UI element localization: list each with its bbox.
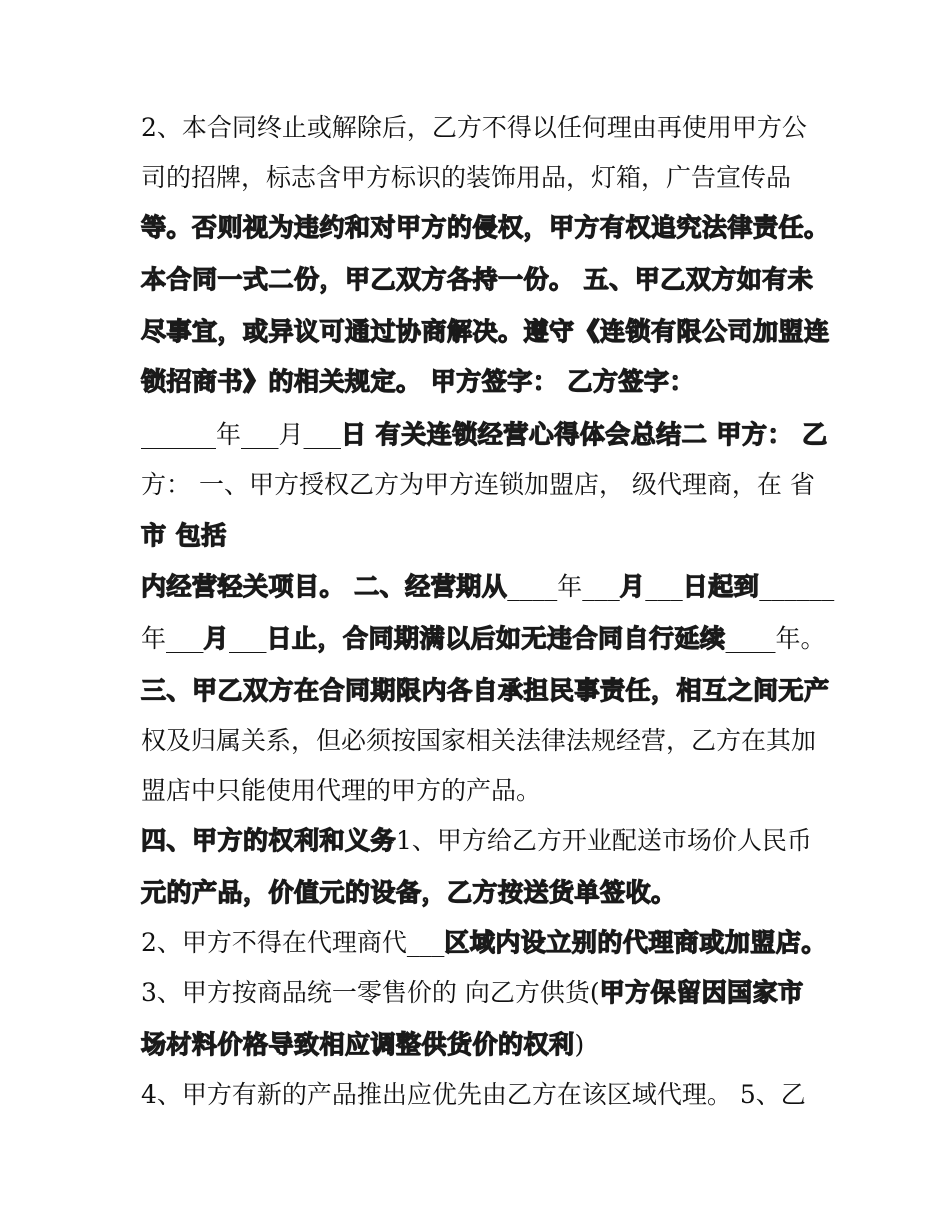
- text-line: [141, 213, 830, 243]
- text-segment: 权及归属关系，但必须按国家相关法律法规经营，乙方在其加: [141, 726, 817, 755]
- text-line: [141, 420, 828, 450]
- text-segment: ______年___月___: [141, 420, 342, 449]
- bubble-text-segment: 市 包括: [141, 521, 227, 550]
- text-segment: ______: [759, 572, 835, 601]
- text-line: [141, 163, 791, 193]
- text-segment: 司的招牌，标志含甲方标识的装饰用品，灯箱，广告宣传品: [141, 163, 792, 192]
- bubble-text-segment: 本合同一式二份，甲乙双方各持一份。 五、甲乙双方如有未: [141, 265, 814, 294]
- bubble-text-segment: 等。否则视为违约和对甲方的侵权，甲方有权追究法律责任。: [141, 213, 830, 242]
- text-line: [141, 317, 830, 347]
- text-line: [141, 1030, 584, 1060]
- text-line: [141, 978, 804, 1008]
- bubble-text-segment: 内经营轻关项目。 二、经营期从: [141, 572, 508, 601]
- bubble-text-segment: 三、甲乙双方在合同期限内各自承担民事责任，相互之间无产: [141, 676, 830, 705]
- bubble-text-segment: 日止，合同期满以后如无违合同自行延续: [266, 624, 726, 653]
- text-line: [141, 1080, 806, 1110]
- text-line: [141, 572, 834, 602]
- text-line: [141, 928, 827, 958]
- bubble-text-segment: 日起到: [682, 572, 760, 601]
- text-line: [141, 776, 541, 806]
- text-segment: 4、甲方有新的产品推出应优先由乙方在该区域代理。 5、乙: [141, 1080, 806, 1109]
- bubble-text-segment: 锁招商书》的相关规定。 甲方签字： 乙方签字：: [141, 367, 695, 396]
- text-line: [141, 521, 227, 551]
- text-segment: ____年。: [725, 624, 826, 653]
- bubble-text-segment: 尽事宜，或异议可通过协商解决。遵守《连锁有限公司加盟连: [141, 317, 830, 346]
- text-line: [141, 826, 812, 856]
- text-line: [141, 470, 815, 500]
- text-segment: 2、甲方不得在代理商代___: [141, 928, 445, 957]
- text-line: [141, 878, 677, 908]
- text-segment: 盟店中只能使用代理的甲方的产品。: [141, 776, 542, 805]
- bubble-text-segment: 月: [203, 624, 230, 653]
- bubble-text-segment: 四、甲方的权利和义务: [141, 826, 397, 855]
- bubble-text-segment: 月: [619, 572, 646, 601]
- bubble-text-segment: 场材料价格导致相应调整供货价的权利: [141, 1030, 575, 1059]
- text-segment: 1、甲方给乙方开业配送市场价人民币: [396, 826, 812, 855]
- text-segment: 年___: [141, 624, 204, 653]
- bubble-text-segment: 元的产品，价值元的设备，乙方按送货单签收。: [141, 878, 677, 907]
- text-line: [141, 367, 695, 397]
- text-line: [141, 676, 830, 706]
- text-line: [141, 624, 826, 654]
- text-segment: ____年___: [507, 572, 620, 601]
- text-line: [141, 113, 807, 143]
- text-segment: ): [574, 1030, 585, 1059]
- bubble-text-segment: 甲方保留因国家市: [599, 978, 804, 1007]
- text-segment: ___: [645, 572, 683, 601]
- text-segment: 3、甲方按商品统一零售价的 向乙方供货(: [141, 978, 600, 1007]
- text-segment: ___: [229, 624, 267, 653]
- text-line: [141, 265, 813, 295]
- bubble-text-segment: 区域内设立别的代理商或加盟店。: [444, 928, 827, 957]
- text-segment: 方： 一、甲方授权乙方为甲方连锁加盟店， 级代理商，在 省: [141, 470, 815, 499]
- bubble-text-segment: 日 有关连锁经营心得体会总结二 甲方： 乙: [341, 420, 828, 449]
- text-line: [141, 726, 816, 756]
- text-segment: 2、本合同终止或解除后，乙方不得以任何理由再使用甲方公: [141, 113, 807, 142]
